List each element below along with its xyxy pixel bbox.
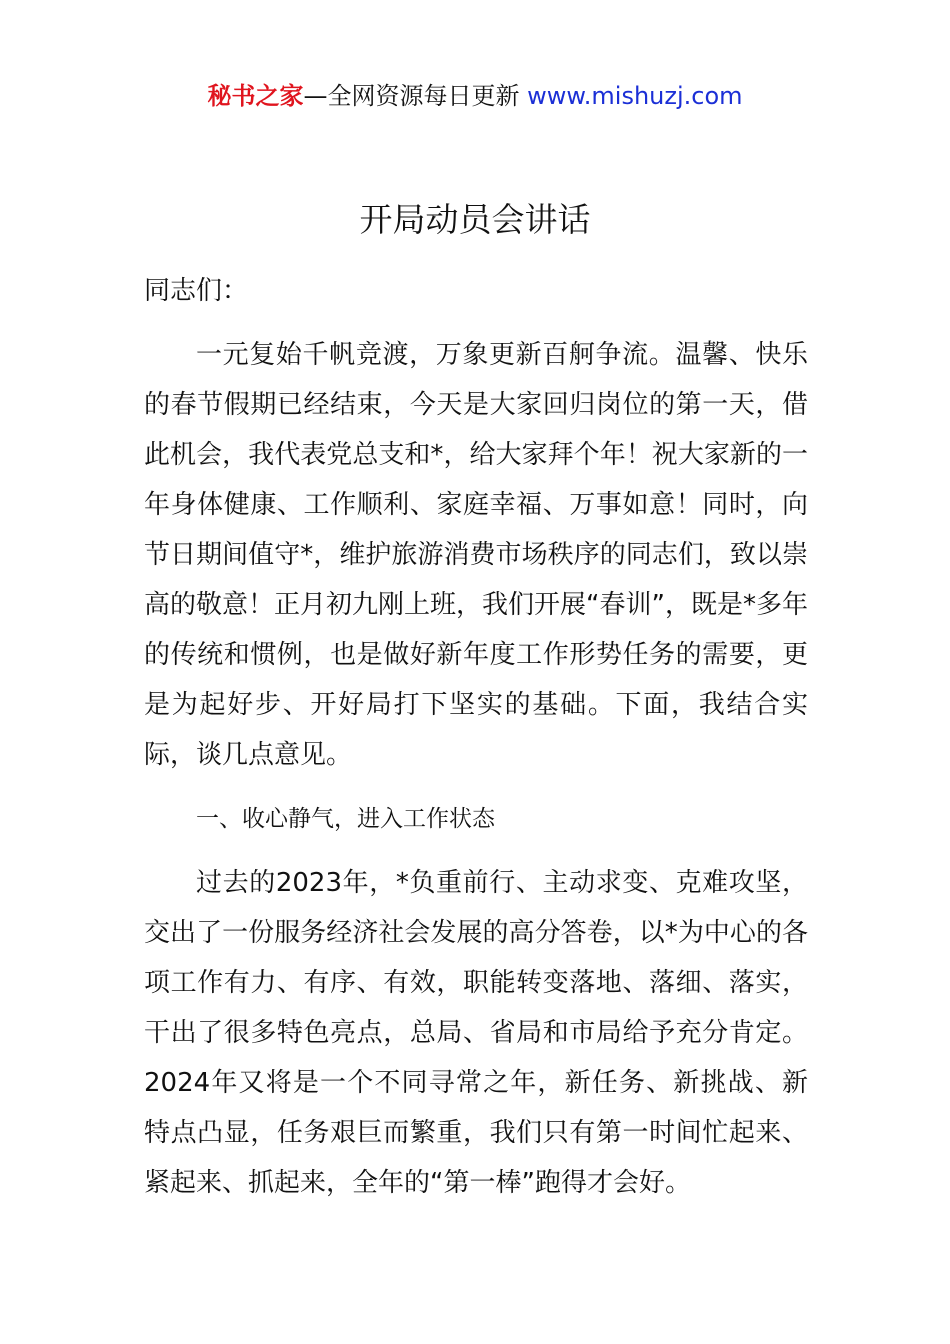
site-tagline: —全网资源每日更新 <box>303 82 528 110</box>
site-name: 秘书之家 <box>207 82 304 110</box>
section-heading: 一、收心静气，进入工作状态 <box>196 806 495 832</box>
document-title: 开局动员会讲话 <box>359 200 591 239</box>
document-body <box>144 266 808 1222</box>
site-header <box>0 78 950 114</box>
opening-paragraph: 一元复始千帆竞渡，万象更新百舸争流。温馨、快乐的春节假期已经结束，今天是大家回归岗位的第一天，借此机会，我代表党总支和*，给大家拜个年！祝大家新的一年身体健康、工作顺利、家庭幸福、万事如意！同时，向节日期间值守*，维护旅游消费市场秩序的同志们，致以崇高的敬意！正月初九刚上班，我们开展“春训”，既是*多年的传统和惯例，也是做好新年度工作形势任务的需要，更是为起好步、开好局打下坚实的基础。下面，我结合实际，谈几点意见。 <box>144 340 808 770</box>
site-url-link[interactable]: www.mishuzj.com <box>527 82 743 110</box>
salutation: 同志们： <box>144 276 249 306</box>
section-paragraph: 过去的2023年，*负重前行、主动求变、克难攻坚，交出了一份服务经济社会发展的高分答卷，以*为中心的各项工作有力、有序、有效，职能转变落地、落细、落实，干出了很多特色亮点，总局、省局和市局给予充分肯定。2024年又将是一个不同寻常之年，新任务、新挑战、新特点凸显，任务艰巨而繁重，我们只有第一时间忙起来、紧起来、抓起来，全年的“第一棒”跑得才会好。 <box>144 868 808 1198</box>
